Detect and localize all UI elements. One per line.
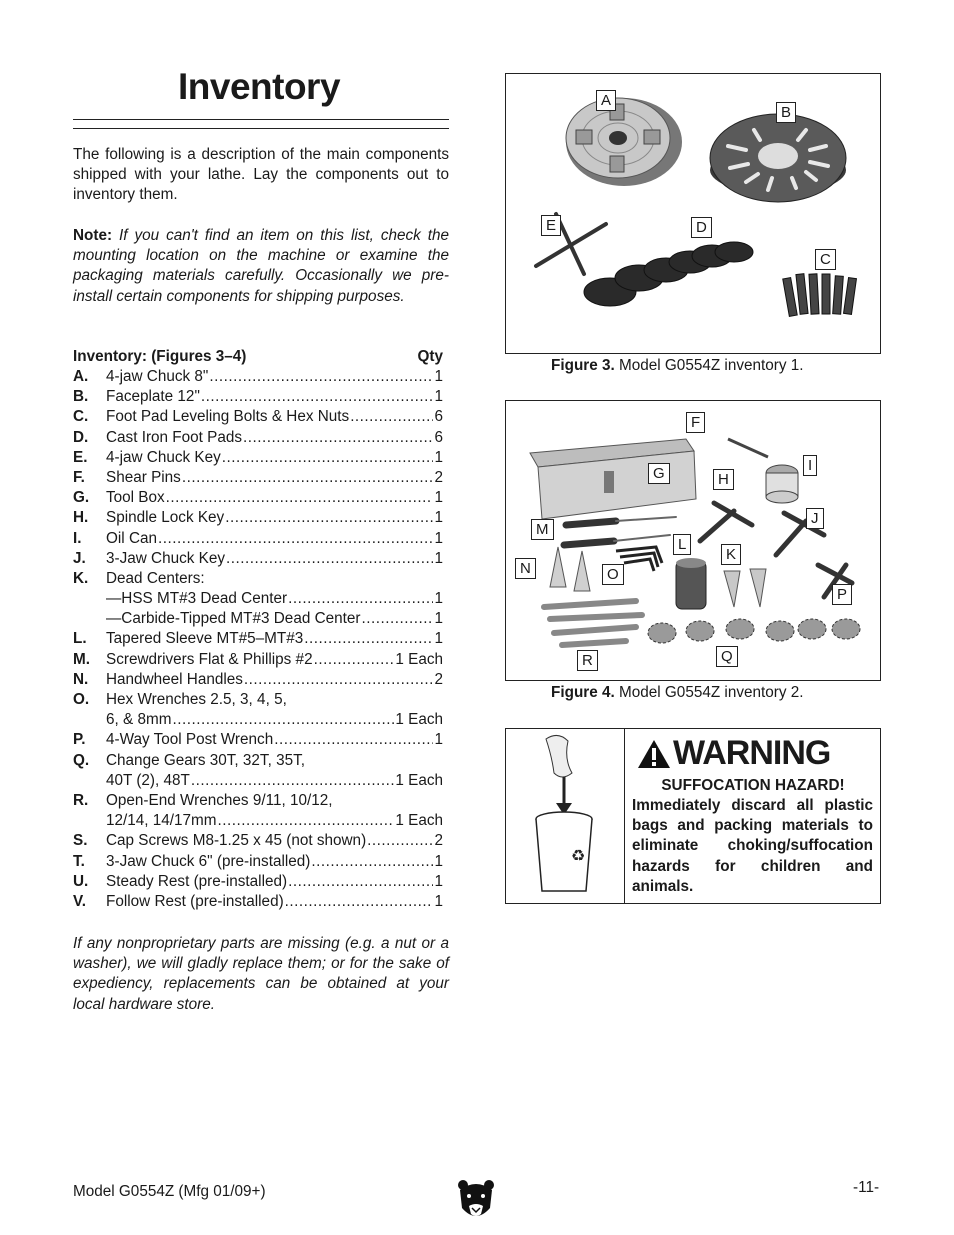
- inventory-row-description: Spindle Lock Key: [106, 509, 225, 527]
- figure-4-caption-text: Model G0554Z inventory 2.: [614, 684, 804, 701]
- inventory-row: [73, 730, 443, 750]
- inventory-row-letter: F.: [73, 468, 85, 486]
- inventory-row-description: Oil Can: [106, 529, 158, 547]
- title-rule-top: [73, 119, 449, 120]
- leveling-bolts-illustration: [783, 274, 857, 317]
- inventory-row: [73, 569, 443, 589]
- inventory-row-leader-dots: [243, 428, 433, 448]
- inventory-row: [73, 852, 443, 872]
- inventory-row-description: Screwdrivers Flat & Phillips #2: [106, 650, 313, 668]
- inventory-row-qty: 1: [434, 549, 443, 567]
- foot-pads-illustration: [584, 242, 753, 306]
- inventory-row-leader-dots: [191, 771, 394, 791]
- inventory-row-description: Hex Wrenches 2.5, 3, 4, 5,: [106, 691, 287, 708]
- inventory-row-qty: 1: [434, 489, 443, 507]
- inventory-row-description: 40T (2), 48T: [106, 771, 190, 789]
- note-paragraph: [73, 226, 449, 307]
- inventory-row-letter: M.: [73, 650, 90, 668]
- inventory-row-letter: V.: [73, 892, 87, 910]
- inventory-row-letter: J.: [73, 549, 86, 567]
- figure-3-label-d: D: [691, 217, 712, 238]
- inventory-row-letter: B.: [73, 388, 89, 406]
- inventory-row-qty: 1: [434, 388, 443, 406]
- tapered-sleeve-illustration: [676, 558, 706, 609]
- faceplate-illustration: [710, 114, 846, 202]
- title-rule-bottom: [73, 128, 449, 129]
- inventory-row-description: 4-jaw Chuck Key: [106, 448, 221, 466]
- figure-4-label-p: P: [832, 584, 852, 605]
- inventory-row-description: Tool Box: [106, 489, 165, 507]
- inventory-row-qty: 1: [434, 731, 443, 749]
- inventory-qty-heading: Qty: [417, 348, 443, 365]
- inventory-row-qty: 6: [434, 428, 443, 446]
- inventory-row-qty: 1 Each: [395, 812, 443, 830]
- inventory-row-description: Change Gears 30T, 32T, 35T,: [106, 751, 305, 769]
- inventory-row-description: 3-Jaw Chuck 6" (pre-installed): [106, 852, 311, 870]
- inventory-row-qty: 1: [434, 872, 443, 890]
- inventory-row: [73, 508, 443, 528]
- warning-divider: [624, 729, 625, 903]
- inventory-row-leader-dots: [311, 852, 433, 872]
- footer-model: Model G0554Z (Mfg 01/09+): [73, 1183, 266, 1200]
- inventory-row-description: 12/14, 14/17mm: [106, 812, 217, 830]
- inventory-row: [73, 710, 443, 730]
- inventory-row-letter: C.: [73, 408, 89, 426]
- figure-4-label-o: O: [602, 564, 624, 585]
- inventory-row: [73, 751, 443, 771]
- screwdrivers-illustration: [564, 517, 676, 545]
- dead-centers-illustration: [724, 569, 766, 607]
- note-text: If you can't find an item on this list, check the mounting location on the machine or examine the packaging materials carefully. Occasionally we pre-install certain components for shipping purposes.: [73, 227, 450, 305]
- inventory-row: [73, 650, 443, 670]
- inventory-row-leader-dots: [225, 508, 433, 528]
- inventory-row-qty: 1: [434, 368, 443, 385]
- inventory-row-letter: S.: [73, 832, 88, 850]
- inventory-row-qty: 1: [434, 610, 443, 628]
- inventory-row-qty: 1: [434, 448, 443, 466]
- four-jaw-chuck-illustration: [566, 98, 682, 186]
- inventory-row: [73, 629, 443, 649]
- figure-4-label-j: J: [806, 508, 824, 529]
- inventory-row-description: Foot Pad Leveling Bolts & Hex Nuts: [106, 408, 350, 426]
- figure-3-caption-text: Model G0554Z inventory 1.: [614, 357, 804, 374]
- figure-3-label-b: B: [776, 102, 796, 123]
- inventory-row-leader-dots: [350, 407, 433, 427]
- inventory-row: [73, 468, 443, 488]
- inventory-row-leader-dots: [201, 387, 434, 407]
- inventory-row-description: Cast Iron Foot Pads: [106, 428, 243, 446]
- figure-4: [505, 400, 881, 681]
- figure-4-label-i: I: [803, 455, 817, 476]
- figure-4-label-r: R: [577, 650, 598, 671]
- inventory-row-leader-dots: [314, 650, 395, 670]
- inventory-row-letter: H.: [73, 509, 89, 527]
- inventory-row-description: —HSS MT#3 Dead Center: [106, 590, 288, 608]
- inventory-row-letter: R.: [73, 791, 89, 809]
- inventory-row: [73, 448, 443, 468]
- oil-can-illustration: [728, 439, 798, 503]
- inventory-row-leader-dots: [288, 872, 433, 892]
- inventory-row-leader-dots: [288, 589, 433, 609]
- inventory-row-leader-dots: [172, 710, 394, 730]
- inventory-row-description: Follow Rest (pre-installed): [106, 892, 284, 910]
- inventory-row: [73, 367, 443, 387]
- inventory-row-letter: K.: [73, 569, 89, 587]
- tool-box-illustration: [530, 439, 696, 519]
- handwheel-handles-illustration: [550, 547, 590, 591]
- inventory-row-leader-dots: [182, 468, 434, 488]
- inventory-row-qty: 1 Each: [395, 650, 443, 668]
- note-label: Note:: [73, 227, 113, 244]
- inventory-row-letter: O.: [73, 691, 90, 708]
- inventory-row-qty: 1: [434, 529, 443, 547]
- figure-4-label-l: L: [673, 534, 691, 555]
- inventory-row-leader-dots: [304, 629, 433, 649]
- inventory-row-description: Handwheel Handles: [106, 670, 243, 688]
- figure-3-caption: [551, 357, 804, 375]
- inventory-row-qty: 2: [434, 832, 443, 850]
- inventory-heading: [73, 347, 443, 367]
- inventory-row: [73, 529, 443, 549]
- inventory-row: [73, 791, 443, 811]
- trash-can-icon: [506, 729, 624, 903]
- inventory-row-letter: D.: [73, 428, 89, 446]
- inventory-row: [73, 387, 443, 407]
- inventory-row-letter: T.: [73, 852, 85, 870]
- inventory-row-letter: Q.: [73, 751, 90, 769]
- inventory-row-qty: 1 Each: [395, 711, 443, 729]
- change-gears-illustration: [648, 619, 860, 643]
- inventory-row: [73, 670, 443, 690]
- inventory-row-description: 4-Way Tool Post Wrench: [106, 731, 274, 749]
- inventory-row-qty: 1: [434, 852, 443, 870]
- inventory-row-description: Faceplate 12": [106, 388, 200, 406]
- inventory-row-letter: E.: [73, 448, 88, 466]
- inventory-row-qty: 1: [434, 630, 443, 648]
- closing-paragraph: If any nonproprietary parts are missing (e.g. a nut or a washer), we will gladly replace them; or for the sake of expediency, replacements can be obtained at your local hardware store.: [73, 935, 449, 1013]
- inventory-row-leader-dots: [226, 549, 433, 569]
- inventory-row-leader-dots: [166, 488, 434, 508]
- inventory-row-letter: L.: [73, 630, 87, 648]
- inventory-row-description: 3-Jaw Chuck Key: [106, 549, 226, 567]
- page-title: Inventory: [178, 66, 341, 107]
- figure-4-label-q: Q: [716, 646, 738, 667]
- inventory-row-letter: P.: [73, 731, 86, 749]
- figure-4-label-m: M: [531, 519, 554, 540]
- footer-page-number: -11-: [853, 1179, 880, 1196]
- inventory-row-leader-dots: [244, 670, 434, 690]
- warning-triangle-icon: [637, 739, 671, 769]
- inventory-row-qty: 1: [434, 590, 443, 608]
- inventory-row-description: 4-jaw Chuck 8": [106, 368, 209, 385]
- intro-paragraph: The following is a description of the main components shipped with your lathe. Lay the components out to inventory them.: [73, 146, 449, 204]
- figure-4-caption: [551, 684, 804, 702]
- figure-4-caption-bold: Figure 4.: [551, 684, 615, 701]
- inventory-row-letter: I.: [73, 529, 82, 547]
- figure-3-illustration: [506, 74, 880, 353]
- figure-3-label-e: E: [541, 215, 561, 236]
- inventory-row-leader-dots: [367, 831, 433, 851]
- inventory-row-letter: G.: [73, 489, 90, 507]
- warning-title: WARNING: [673, 734, 831, 772]
- inventory-row-leader-dots: [362, 609, 434, 629]
- inventory-row-qty: 2: [434, 468, 443, 486]
- figure-4-label-g: G: [648, 463, 670, 484]
- inventory-row: [73, 407, 443, 427]
- figure-3-label-a: A: [596, 90, 616, 111]
- inventory-row: [73, 892, 443, 912]
- svg-text:♻: ♻: [570, 846, 586, 865]
- inventory-row-qty: 2: [434, 670, 443, 688]
- inventory-row-leader-dots: [285, 892, 434, 912]
- warning-heading: [637, 734, 830, 773]
- inventory-row: [73, 609, 443, 629]
- inventory-row-description: Steady Rest (pre-installed): [106, 872, 288, 890]
- inventory-row-leader-dots: [218, 811, 395, 831]
- inventory-row-letter: N.: [73, 670, 89, 688]
- figure-4-label-f: F: [686, 412, 705, 433]
- inventory-row: [73, 771, 443, 791]
- inventory-row-description: Cap Screws M8-1.25 x 45 (not shown): [106, 832, 367, 850]
- inventory-row-description: Dead Centers:: [106, 569, 205, 587]
- warning-subtitle: SUFFOCATION HAZARD!: [661, 777, 845, 794]
- figure-4-illustration: [506, 401, 880, 680]
- inventory-row-leader-dots: [222, 448, 434, 468]
- inventory-row-description: Open-End Wrenches 9/11, 10/12,: [106, 791, 333, 809]
- inventory-row-letter: A.: [73, 368, 89, 385]
- figure-4-label-k: K: [721, 544, 741, 565]
- inventory-row-qty: 1: [434, 509, 443, 527]
- open-end-wrenches-illustration: [544, 601, 642, 645]
- inventory-row: [73, 811, 443, 831]
- inventory-row: [73, 549, 443, 569]
- inventory-row: [73, 872, 443, 892]
- figure-3-caption-bold: Figure 3.: [551, 357, 615, 374]
- warning-box: [505, 728, 881, 904]
- inventory-row: [73, 428, 443, 448]
- inventory-row-letter: U.: [73, 872, 89, 890]
- inventory-row: [73, 488, 443, 508]
- figure-3: [505, 73, 881, 354]
- inventory-row-description: Shear Pins: [106, 468, 181, 486]
- inventory-row-qty: 1 Each: [395, 771, 443, 789]
- inventory-row-description: —Carbide-Tipped MT#3 Dead Center: [106, 610, 361, 628]
- inventory-row: [73, 831, 443, 851]
- warning-text: Immediately discard all plastic bags and packing materials to eliminate choking/suffocation hazards for children and animals.: [632, 797, 873, 895]
- figure-4-label-n: N: [515, 558, 536, 579]
- inventory-row-leader-dots: [209, 367, 433, 387]
- figure-4-label-h: H: [713, 469, 734, 490]
- inventory-row-qty: 1: [434, 892, 443, 910]
- inventory-row: [73, 690, 443, 710]
- inventory-row-description: Tapered Sleeve MT#5–MT#3: [106, 630, 304, 648]
- inventory-row-description: 6, & 8mm: [106, 711, 172, 729]
- inventory-row-qty: 6: [434, 408, 443, 426]
- inventory-row-leader-dots: [158, 529, 433, 549]
- inventory-row: [73, 589, 443, 609]
- bear-logo-icon: [457, 1178, 495, 1222]
- inventory-heading-label: Inventory: (Figures 3–4): [73, 348, 247, 365]
- figure-3-label-c: C: [815, 249, 836, 270]
- inventory-row-leader-dots: [274, 730, 433, 750]
- inventory-list: [73, 367, 443, 912]
